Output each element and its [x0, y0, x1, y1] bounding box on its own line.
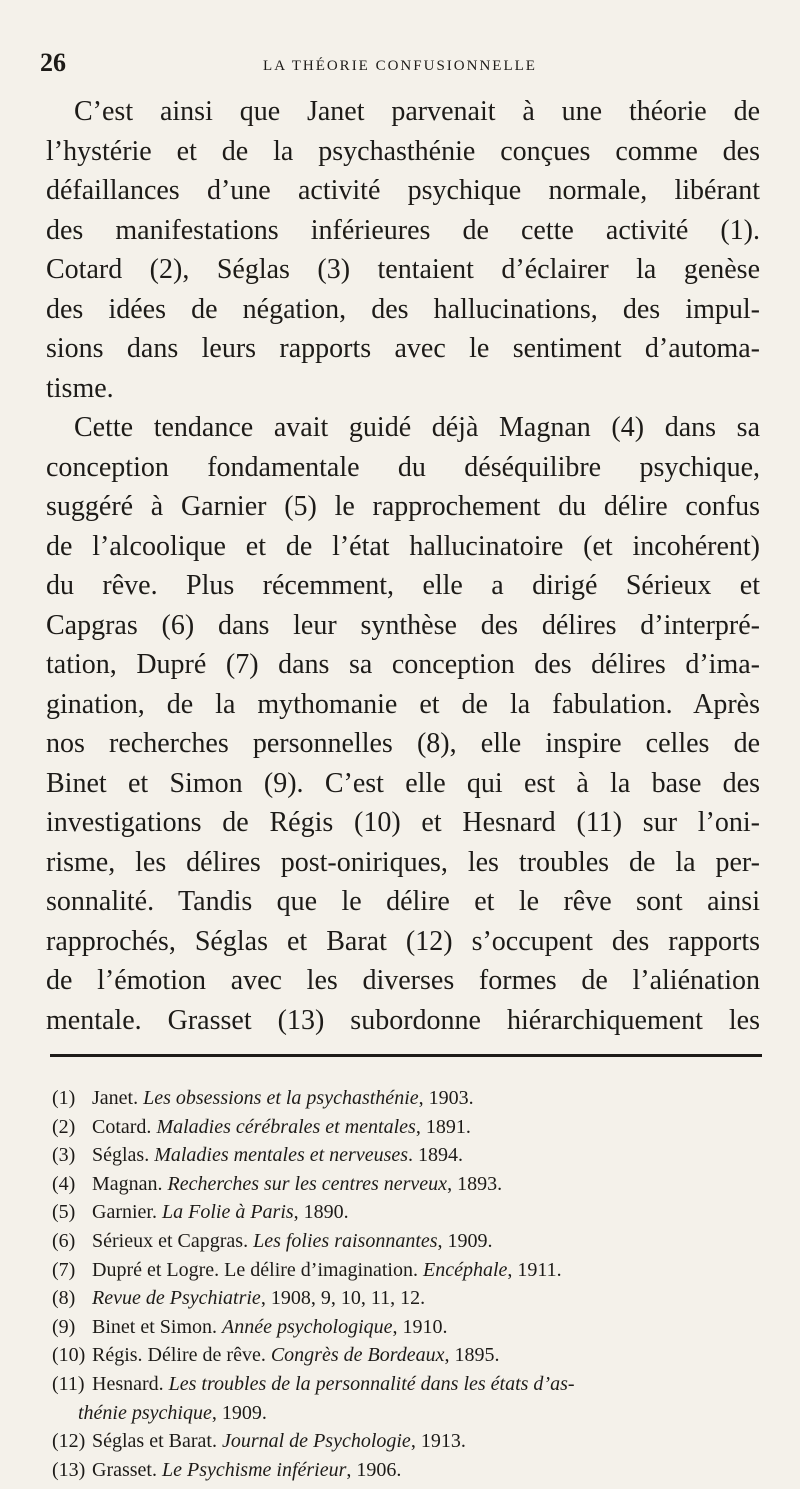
body-line: sonnalité. Tandis que le délire et le rêve sont ainsi	[46, 886, 760, 917]
footnote-rest: , 1910.	[392, 1315, 448, 1338]
footnote-rest: , 1903.	[418, 1087, 474, 1109]
body-line: des idées de négation, des hallucinations, des impul-	[46, 293, 760, 325]
body-line: gination, de la mythomanie et de la fabulation. Après	[46, 688, 760, 720]
footnote-author: Magnan.	[92, 1172, 163, 1195]
body-line: Binet et Simon (9). C’est elle qui est à la base des	[46, 767, 760, 799]
footnote-title: La Folie à Paris	[161, 1201, 294, 1224]
footnote-rest: , 1911.	[507, 1258, 562, 1281]
footnote-title: Les obsessions et la psychasthénie	[143, 1087, 419, 1109]
footnote-title: Le Psychisme inférieur	[161, 1458, 347, 1481]
body-line: de l’émotion avec les diverses formes de l’aliénation	[46, 965, 760, 996]
footnote	[52, 1198, 764, 1227]
footnote	[52, 1427, 764, 1456]
footnote	[52, 1170, 764, 1199]
body-line: Cotard (2), Séglas (3) tentaient d’éclairer la genèse	[46, 254, 760, 285]
footnote-rest: . 1894.	[408, 1144, 464, 1167]
footnote-number: (3)	[52, 1144, 76, 1167]
footnote	[52, 1341, 764, 1370]
footnote-author: Hesnard.	[92, 1372, 164, 1395]
footnote-title: Revue de Psychiatrie	[92, 1287, 261, 1310]
body-line: nos recherches personnelles (8), elle inspire celles de	[46, 728, 760, 759]
body-line: risme, les délires post-oniriques, les troubles de la per-	[46, 846, 760, 878]
footnote-author: Dupré et Logre. Le délire d’imagination.	[92, 1258, 418, 1281]
footnote-number: (6)	[52, 1229, 76, 1252]
footnote-rest: , 1895.	[444, 1344, 500, 1367]
footnote-title: Les folies raisonnantes	[253, 1229, 438, 1252]
footnote-number: (12)	[52, 1430, 86, 1453]
footnote	[52, 1313, 764, 1342]
body-line: Capgras (6) dans leur synthèse des délires d’interpré-	[46, 609, 760, 641]
footnote-number: (9)	[52, 1315, 76, 1338]
footnote	[52, 1456, 764, 1485]
footnote-author: Sérieux et Capgras.	[92, 1229, 249, 1252]
footnote-rest: , 1909.	[211, 1401, 267, 1424]
body-line: mentale. Grasset (13) subordonne hiérarchiquement les	[46, 1004, 760, 1036]
footnote-title: Maladies cérébrales et mentales	[156, 1115, 416, 1138]
body-line: l’hystérie et de la psychasthénie conçues comme des	[46, 135, 760, 167]
footnote	[52, 1113, 764, 1142]
footnote-title: Maladies mentales et nerveuses	[154, 1144, 409, 1167]
footnote	[52, 1399, 764, 1428]
footnote-author: Séglas.	[92, 1144, 150, 1167]
footnote	[52, 1370, 764, 1399]
footnote-author: Grasset.	[92, 1458, 157, 1481]
footnote-number: (13)	[52, 1458, 86, 1481]
body-line: des manifestations inférieures de cette activité (1).	[46, 214, 760, 246]
body-line: conception fondamentale du déséquilibre psychique,	[46, 451, 760, 483]
body-line: tisme.	[46, 372, 114, 404]
footnote-rest: , 1908, 9, 10, 11, 12.	[260, 1287, 426, 1310]
footnote-rest: , 1913.	[410, 1430, 466, 1453]
footnote-number: (4)	[52, 1172, 76, 1195]
body-line: de l’alcoolique et de l’état hallucinatoire (et incohérent)	[46, 530, 760, 562]
footnote-number: (2)	[52, 1115, 76, 1138]
footnote-title: Année psychologique	[222, 1315, 393, 1338]
footnote-rest: , 1890.	[293, 1201, 349, 1224]
footnote-author: Régis. Délire de rêve.	[92, 1344, 266, 1367]
footnote	[52, 1084, 764, 1113]
footnote-number: (11)	[52, 1372, 85, 1395]
footnote-number: (1)	[52, 1087, 76, 1109]
footnote	[52, 1284, 764, 1313]
footnote-title: thénie psychique	[78, 1401, 212, 1424]
footnote-rest: , 1893.	[447, 1172, 503, 1195]
body-line: rapprochés, Séglas et Barat (12) s’occupent des rapports	[46, 925, 760, 957]
footnotes	[52, 1084, 764, 1484]
body-line: C’est ainsi que Janet parvenait à une théorie de	[74, 96, 760, 127]
footnote-title: Les troubles de la personnalité dans les états d’as-	[168, 1372, 575, 1395]
body-line: défaillances d’une activité psychique normale, libérant	[46, 175, 760, 206]
footnote-author: Binet et Simon.	[92, 1315, 217, 1338]
footnote-number: (5)	[52, 1201, 76, 1224]
footnote-rest: , 1909.	[437, 1229, 493, 1252]
footnote	[52, 1141, 764, 1170]
body-line: tation, Dupré (7) dans sa conception des délires d’ima-	[46, 649, 760, 680]
footnote	[52, 1227, 764, 1256]
running-title: LA THÉORIE CONFUSIONNELLE	[263, 58, 537, 74]
body-line: du rêve. Plus récemment, elle a dirigé Sérieux et	[46, 570, 760, 601]
page-number: 26	[40, 48, 66, 77]
footnote	[52, 1256, 764, 1285]
body-text	[46, 92, 760, 1040]
footnote-author: Garnier.	[92, 1201, 157, 1224]
footnote-author: Cotard.	[92, 1115, 152, 1138]
footnote-number: (10)	[52, 1344, 86, 1367]
footnote-rest: , 1891.	[415, 1115, 471, 1138]
body-line: suggéré à Garnier (5) le rapprochement du délire confus	[46, 491, 760, 522]
footnote-rest: , 1906.	[346, 1458, 402, 1481]
footnote-title: Journal de Psychologie	[221, 1430, 411, 1453]
footnote-author: Janet.	[92, 1087, 139, 1109]
footnote-title: Congrès de Bordeaux	[270, 1344, 445, 1367]
body-line: Cette tendance avait guidé déjà Magnan (4) dans sa	[74, 412, 760, 443]
footnote-author: Séglas et Barat.	[92, 1430, 217, 1453]
footnote-number: (8)	[52, 1287, 76, 1310]
footnote-rule	[50, 1054, 762, 1057]
body-line: sions dans leurs rapports avec le sentiment d’automa-	[46, 333, 760, 364]
footnote-number: (7)	[52, 1258, 76, 1281]
body-line: investigations de Régis (10) et Hesnard (11) sur l’oni-	[46, 807, 760, 838]
footnote-title: Recherches sur les centres nerveux	[167, 1172, 448, 1195]
footnote-title: Encéphale	[423, 1258, 508, 1281]
